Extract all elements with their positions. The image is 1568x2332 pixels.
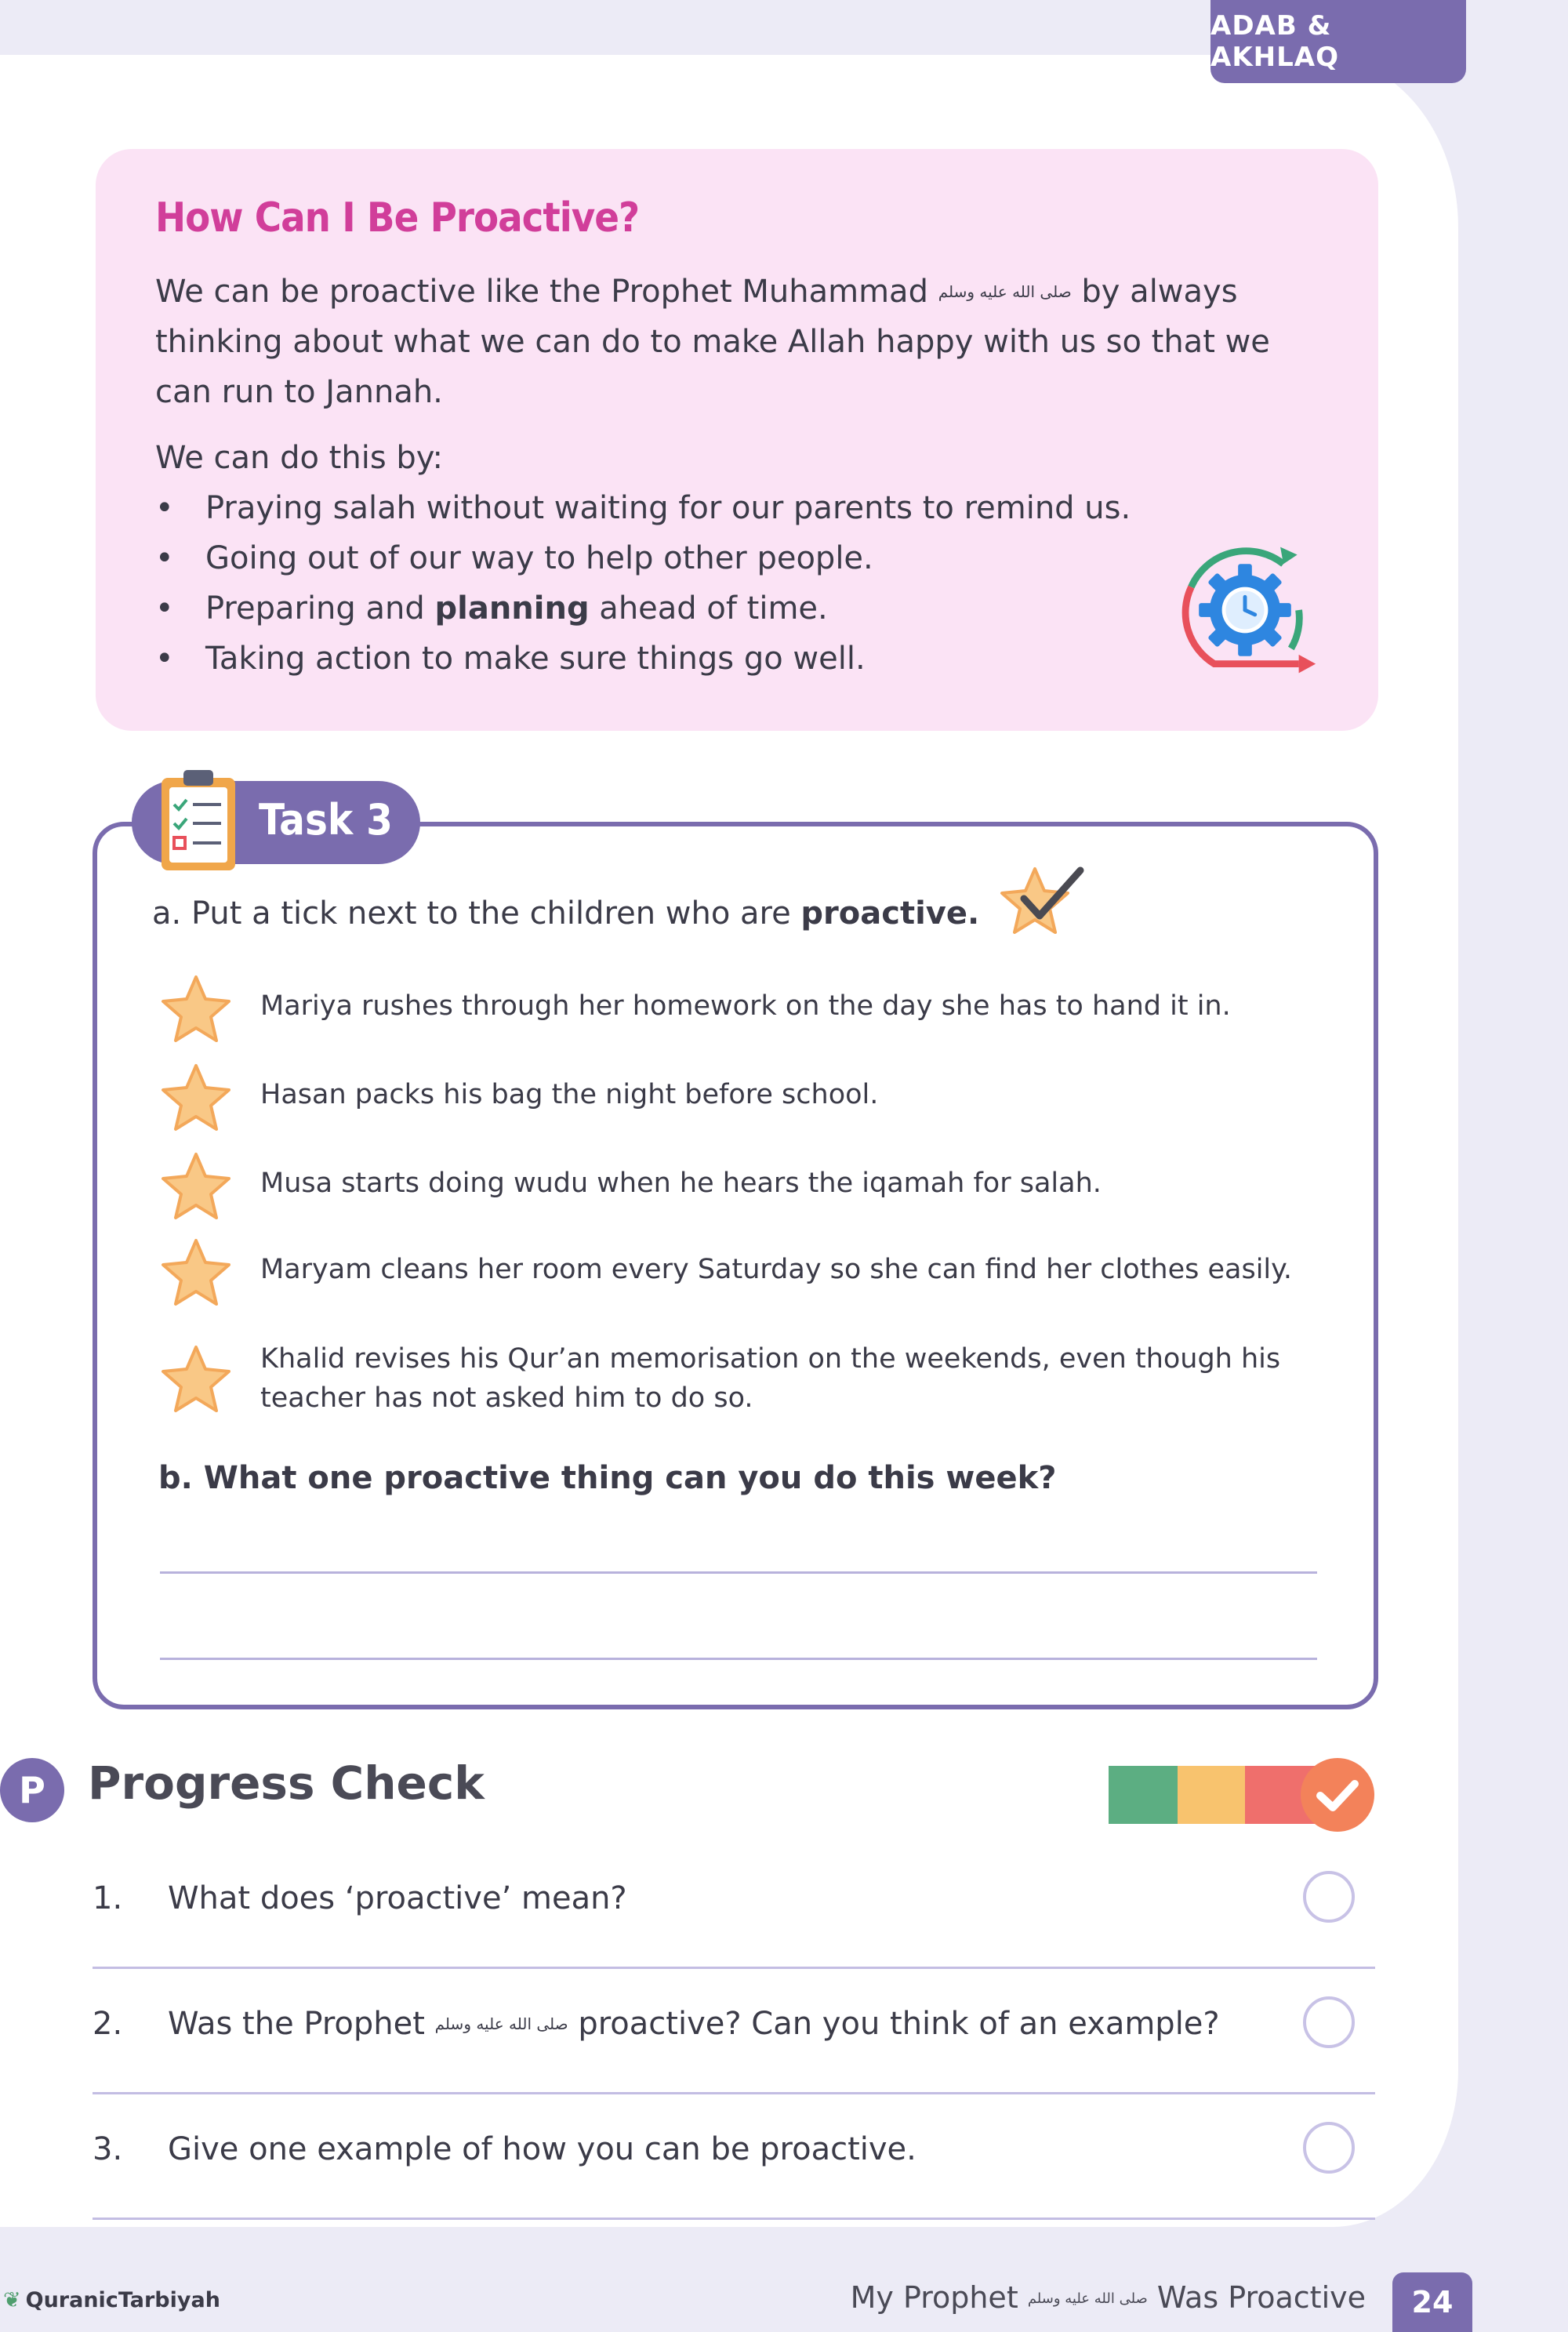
task-prompt-a: a. Put a tick next to the children who are proactive. (152, 895, 980, 932)
question-text: What does ‘proactive’ mean? (168, 1880, 627, 1916)
traffic-light-tick-icon (1109, 1758, 1375, 1832)
star-tick-box[interactable] (158, 1342, 234, 1416)
bullet-item: • Praying salah without waiting for our parents to remind us. (155, 483, 1323, 533)
bullet-item: • Going out of our way to help other people. (155, 533, 1323, 583)
tick-option[interactable] (158, 1061, 1334, 1139)
question-divider (93, 2092, 1375, 2094)
option-text: Hasan packs his bag the night before school. (260, 1079, 879, 1110)
info-box (96, 149, 1378, 731)
intro-text-start: We can be proactive like the Prophet Muhammad (155, 274, 928, 310)
info-title: How Can I Be Proactive? (155, 194, 640, 242)
subject-tab: ADAB & AKHLAQ (1210, 0, 1466, 83)
lead-text: We can do this by: (155, 440, 444, 476)
answer-line[interactable] (160, 1571, 1317, 1574)
self-check-circle[interactable] (1303, 1871, 1355, 1923)
honorific-text: صلى الله عليه وسلم (938, 282, 1072, 301)
question-number: 2. (93, 2006, 123, 2042)
leaf-icon: ❦ (3, 2288, 21, 2312)
star-tick-box[interactable] (158, 1150, 234, 1223)
star-tick-box[interactable] (158, 1061, 234, 1135)
option-text: Maryam cleans her room every Saturday so she can find her clothes easily. (260, 1254, 1293, 1285)
tick-option[interactable] (158, 1150, 1334, 1228)
question-text: Give one example of how you can be proactive. (168, 2131, 916, 2167)
tick-option[interactable] (158, 1236, 1334, 1314)
intro-paragraph (155, 267, 1323, 417)
progress-question (93, 1992, 1375, 2101)
tick-option[interactable] (158, 1339, 1334, 1426)
question-number: 3. (93, 2131, 123, 2167)
progress-title: Progress Check (88, 1756, 485, 1810)
star-tick-icon (994, 861, 1088, 949)
bullet-list (155, 483, 1323, 684)
bullet-item: • Preparing and planning ahead of time. (155, 583, 1323, 634)
star-tick-box[interactable] (158, 972, 234, 1046)
task-prompt-b: b. What one proactive thing can you do this week? (158, 1460, 1057, 1496)
answer-line[interactable] (160, 1658, 1317, 1660)
page-number: 24 (1392, 2272, 1472, 2332)
task-label: Task 3 (259, 795, 393, 845)
option-text: Musa starts doing wudu when he hears the iqamah for salah. (260, 1168, 1102, 1199)
option-text: Mariya rushes through her homework on the day she has to hand it in. (260, 990, 1231, 1022)
progress-question (93, 2117, 1375, 2227)
option-text: Khalid revises his Qur’an memorisation on the weekends, even though his teacher has not asked him to do so. (260, 1343, 1281, 1414)
question-divider (93, 2218, 1375, 2220)
progress-question (93, 1866, 1375, 1976)
info-text (155, 267, 1323, 684)
tick-option[interactable] (158, 972, 1334, 1051)
intro-text-end: by always thinking about what we can do to make Allah happy with us so that we can run to Jannah. (155, 274, 1270, 410)
brand-logo: ❦ QuranicTarbiyah (3, 2288, 220, 2312)
gear-clock-cycle-icon (1168, 533, 1322, 687)
self-check-circle[interactable] (1303, 2122, 1355, 2174)
bullet-item: • Taking action to make sure things go well. (155, 634, 1323, 684)
clipboard-checklist-icon (155, 765, 241, 875)
footer-title: My Prophet صلى الله عليه وسلم Was Proactive (850, 2280, 1366, 2315)
question-number: 1. (93, 1880, 123, 1916)
star-tick-box[interactable] (158, 1236, 234, 1309)
question-divider (93, 1967, 1375, 1969)
progress-badge: P (0, 1758, 64, 1822)
self-check-circle[interactable] (1303, 1996, 1355, 2048)
question-text: Was the Prophet صلى الله عليه وسلم proactive? Can you think of an example? (168, 2006, 1220, 2042)
